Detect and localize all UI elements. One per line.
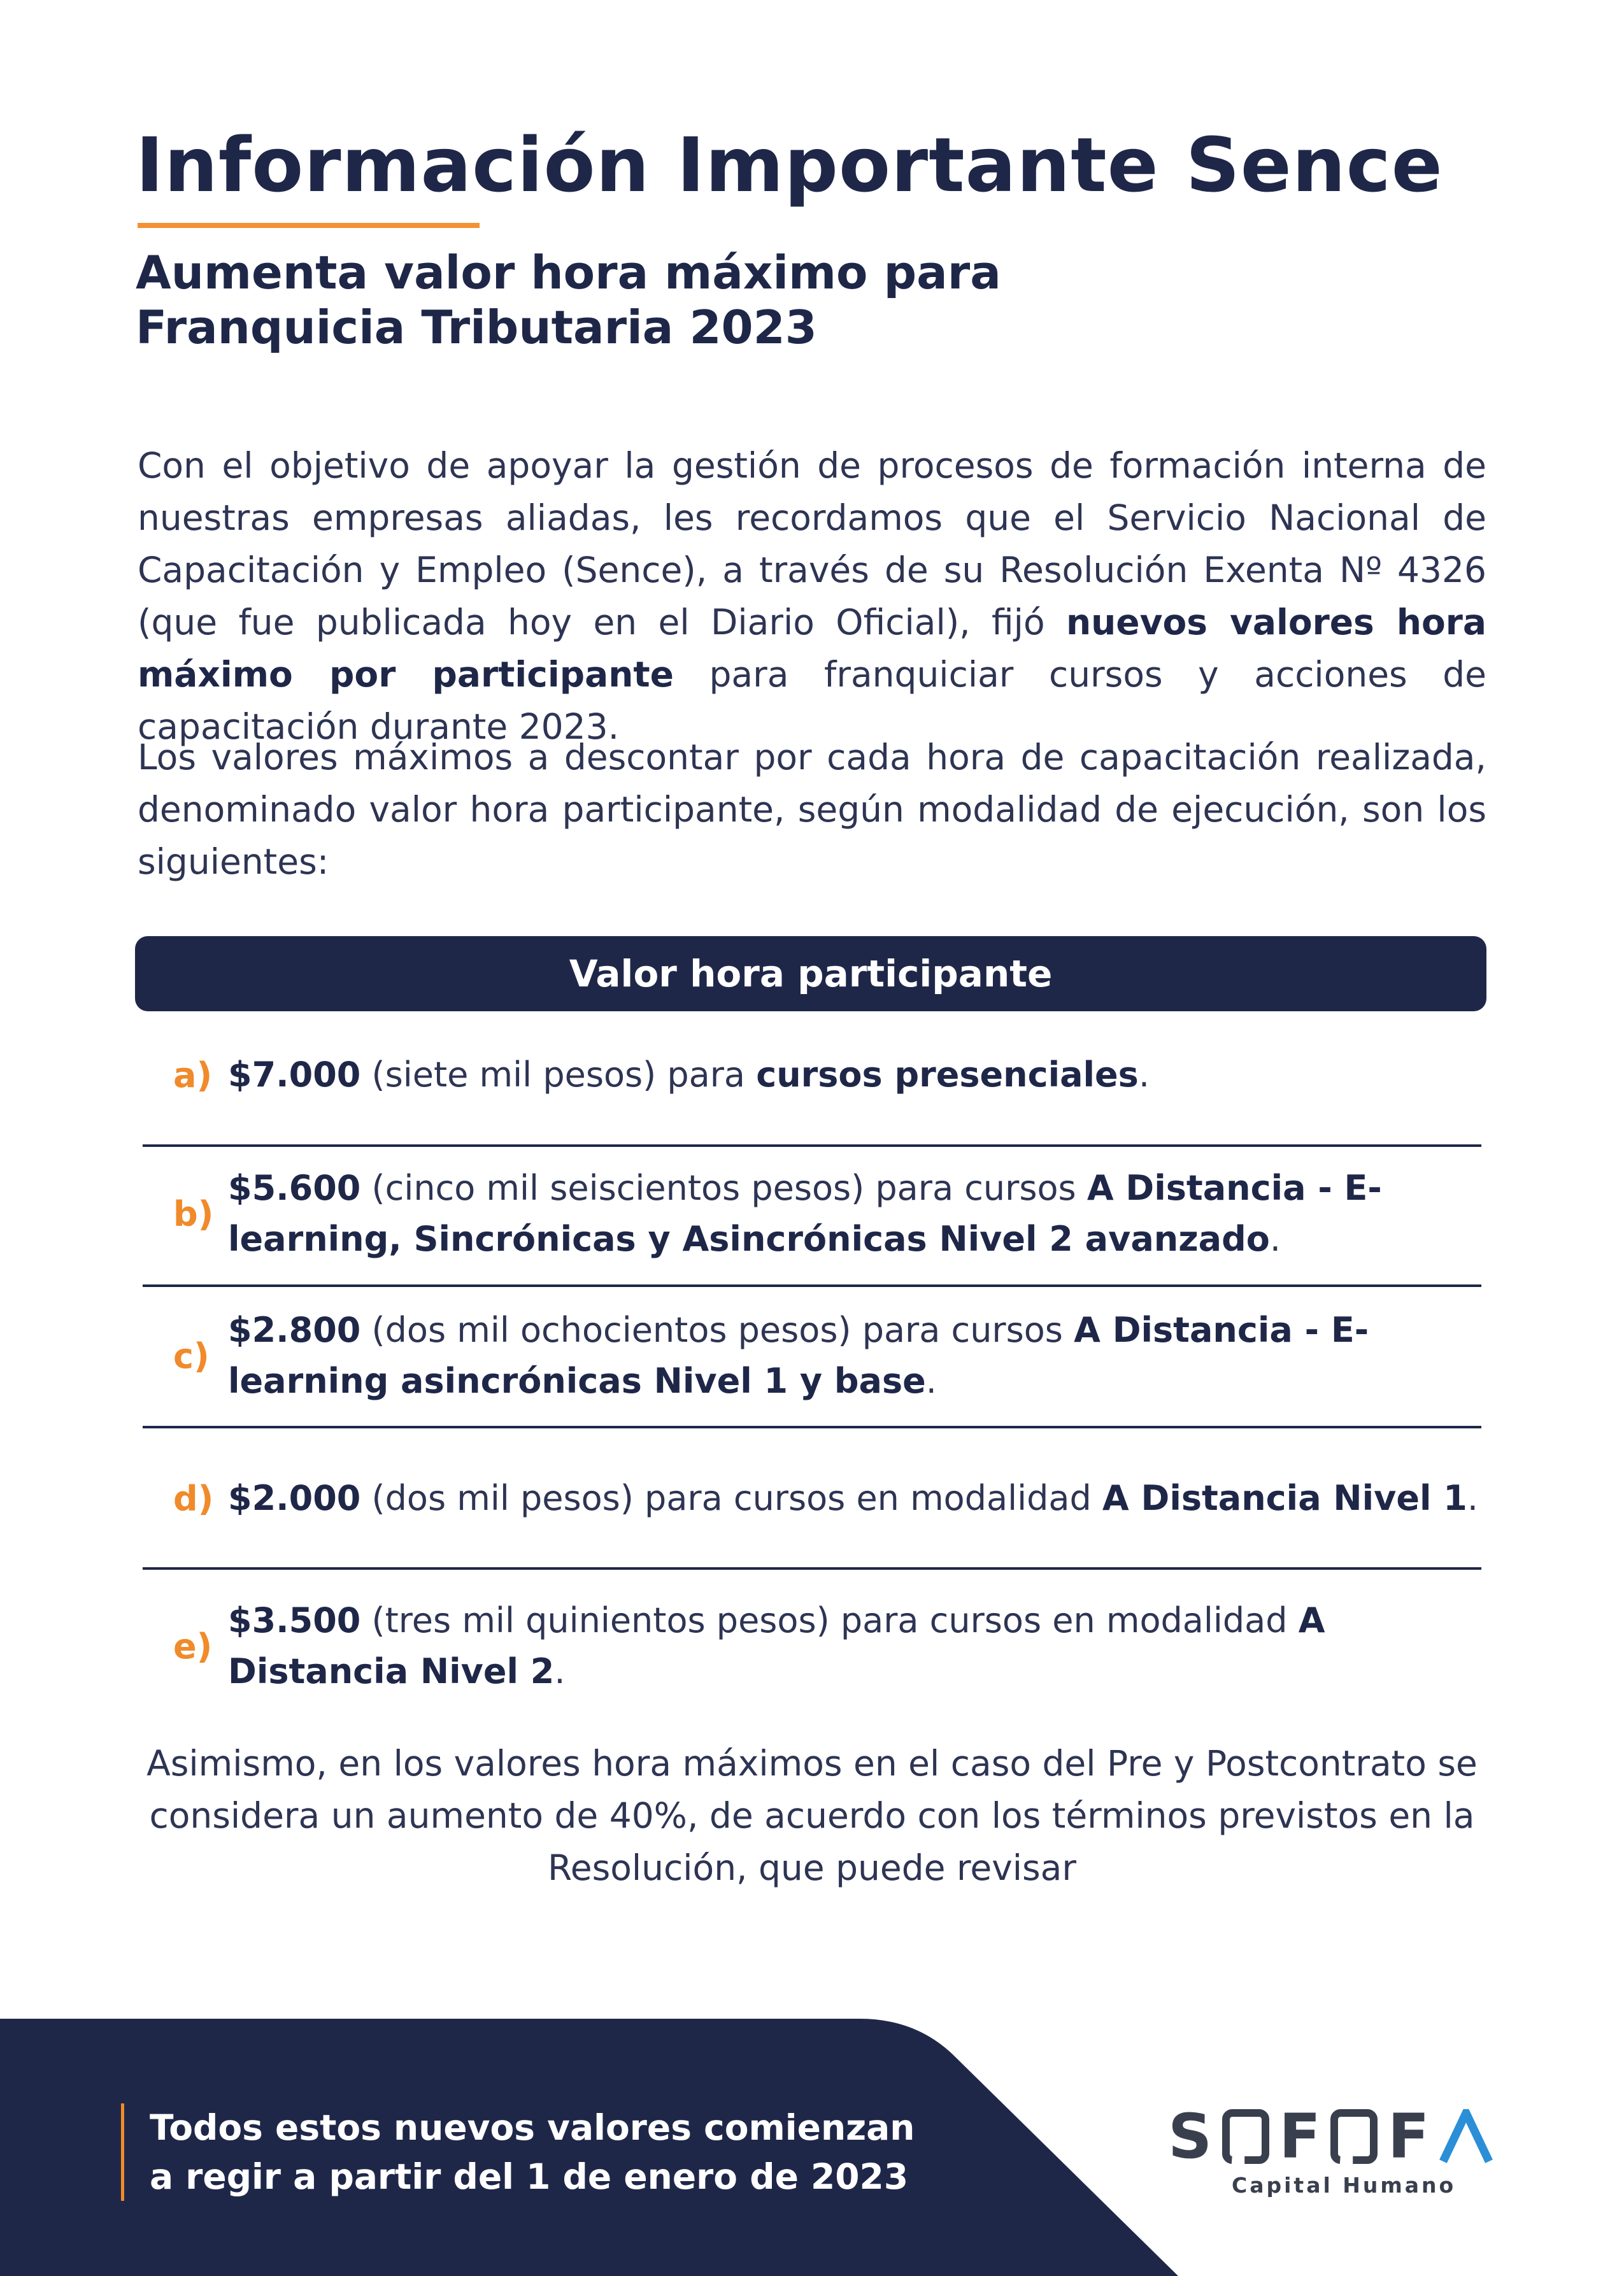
logo-wordmark — [1168, 2102, 1493, 2172]
item-text — [228, 1595, 1487, 1697]
item-amount: $2.800 — [228, 1310, 361, 1350]
item-text — [228, 1305, 1487, 1407]
values-intro-paragraph: Los valores máximos a descontar por cada hora de capacitación realizada, denominado valor hora participante, según modalidad de ejecución, son los siguientes: — [138, 737, 1486, 882]
item-divider — [143, 1144, 1481, 1147]
page-title: Información Importante Sence — [136, 121, 1443, 209]
item-amount: $7.000 — [228, 1055, 361, 1095]
intro-paragraph — [138, 439, 1486, 753]
item-modality: A Distancia - E-learning, Sincrónicas y Asincrónicas Nivel 2 avanzado — [228, 1168, 1382, 1259]
item-modality: A Distancia Nivel 2 — [228, 1600, 1325, 1691]
item-description: (siete mil pesos) para — [360, 1055, 757, 1095]
logo-letter-f-2: F — [1387, 2101, 1430, 2172]
item-modality: A Distancia Nivel 1 — [1102, 1478, 1467, 1518]
item-description: (tres mil quinientos pesos) para cursos en modalidad — [360, 1600, 1299, 1640]
item-divider — [143, 1284, 1481, 1287]
intro-tail-text: para franquiciar cursos y acciones de capacitación durante 2023. — [138, 654, 1486, 747]
footer-line-2: a regir a partir del 1 de enero de 2023 — [150, 2156, 909, 2197]
item-amount: $2.000 — [228, 1478, 361, 1518]
item-description: (dos mil pesos) para cursos en modalidad — [360, 1478, 1102, 1518]
item-amount: $3.500 — [228, 1600, 361, 1640]
item-divider — [143, 1567, 1481, 1570]
item-modality: cursos presenciales — [756, 1055, 1139, 1095]
footer-line-1: Todos estos nuevos valores comienzan — [150, 2107, 915, 2148]
logo-letter-s: S — [1168, 2101, 1213, 2172]
subtitle-line-2: Franquicia Tributaria 2023 — [136, 301, 817, 354]
item-letter: b) — [173, 1193, 214, 1234]
item-divider — [143, 1426, 1481, 1428]
sofofa-logo — [1168, 2102, 1493, 2203]
value-item-a — [143, 1049, 1487, 1100]
item-end: . — [1138, 1055, 1150, 1095]
intro-text: Con el objetivo de apoyar la gestión de procesos de formación interna de nuestras empresas aliadas, les recordamos que el Servicio Nacional de Capacitación y Empleo (Sence), a través de su Resolución Exenta Nº 4326 (que fue publicada hoy en el Diario Oficial), fijó — [138, 445, 1486, 643]
value-item-c — [143, 1305, 1487, 1407]
logo-letter-o — [1222, 2109, 1269, 2164]
item-text — [228, 1163, 1487, 1265]
subtitle-line-1: Aumenta valor hora máximo para — [136, 246, 1001, 299]
item-text — [228, 1049, 1487, 1100]
table-header-label: Valor hora participante — [569, 952, 1053, 995]
value-item-d — [143, 1473, 1487, 1524]
page-subtitle — [136, 245, 1001, 355]
item-letter: c) — [173, 1335, 210, 1376]
logo-letter-o-2 — [1330, 2109, 1378, 2164]
item-description: (cinco mil seiscientos pesos) para cursos — [360, 1168, 1087, 1208]
footer-message — [150, 2103, 915, 2201]
item-amount: $5.600 — [228, 1168, 361, 1208]
logo-letter-a — [1439, 2109, 1493, 2164]
item-end: . — [1269, 1219, 1281, 1259]
footer-accent-bar — [121, 2103, 124, 2201]
logo-subtitle: Capital Humano — [1232, 2173, 1457, 2198]
closing-paragraph: Asimismo, en los valores hora máximos en el caso del Pre y Postcontrato se considera un aumento de 40%, de acuerdo con los términos previstos en la Resolución, que puede revisar — [146, 1743, 1478, 1888]
item-letter: e) — [173, 1626, 213, 1667]
item-description: (dos mil ochocientos pesos) para cursos — [360, 1310, 1074, 1350]
item-letter: d) — [173, 1478, 214, 1519]
table-header — [135, 936, 1486, 1011]
value-item-b — [143, 1163, 1487, 1265]
item-end: . — [925, 1361, 937, 1401]
item-text — [228, 1473, 1487, 1524]
value-item-e — [143, 1595, 1487, 1697]
item-end: . — [1467, 1478, 1479, 1518]
intro-bold-text: nuevos valores hora máximo por participante — [138, 602, 1486, 695]
title-underline — [138, 223, 480, 228]
logo-letter-f: F — [1279, 2101, 1321, 2172]
item-letter: a) — [173, 1055, 213, 1095]
item-modality: A Distancia - E-learning asincrónicas Nivel 1 y base — [228, 1310, 1369, 1401]
item-end: . — [554, 1651, 566, 1691]
